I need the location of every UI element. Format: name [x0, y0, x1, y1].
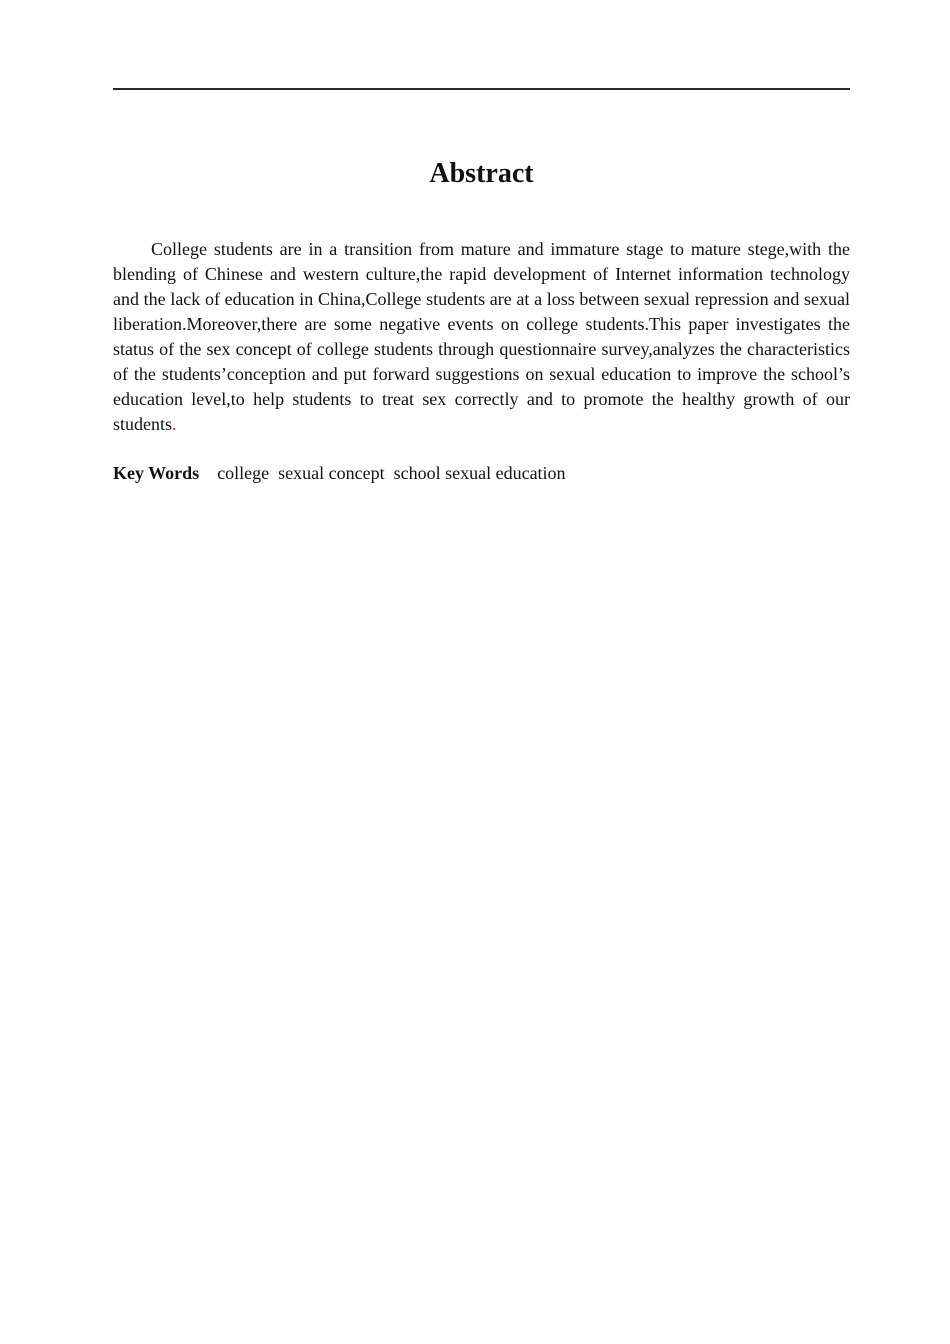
- page-title: Abstract: [429, 158, 534, 189]
- abstract-paragraph: [113, 237, 850, 437]
- keywords-line: [113, 461, 850, 486]
- keywords-spacer: [199, 463, 217, 483]
- abstract-end-punct: .: [172, 414, 177, 434]
- keywords-label: Key Words: [113, 463, 200, 483]
- abstract-text: College students are in a transition from mature and immature stage to mature stege,with the blending of Chinese and western culture,the rapid development of Internet information technology and the lack of education in China,College students are at a loss between sexual repression and sexual liberation.Moreover,there are some negative events on college students.This paper investigates the status of the sex concept of college students through questionnaire survey,analyzes the characteristics of the students’conception and put forward suggestions on sexual education to improve the school’s education level,to help students to treat sex correctly and to promote the healthy growth of our students: [113, 239, 850, 434]
- header-rule: [113, 88, 850, 90]
- keywords-text: college sexual concept school sexual education: [217, 463, 566, 483]
